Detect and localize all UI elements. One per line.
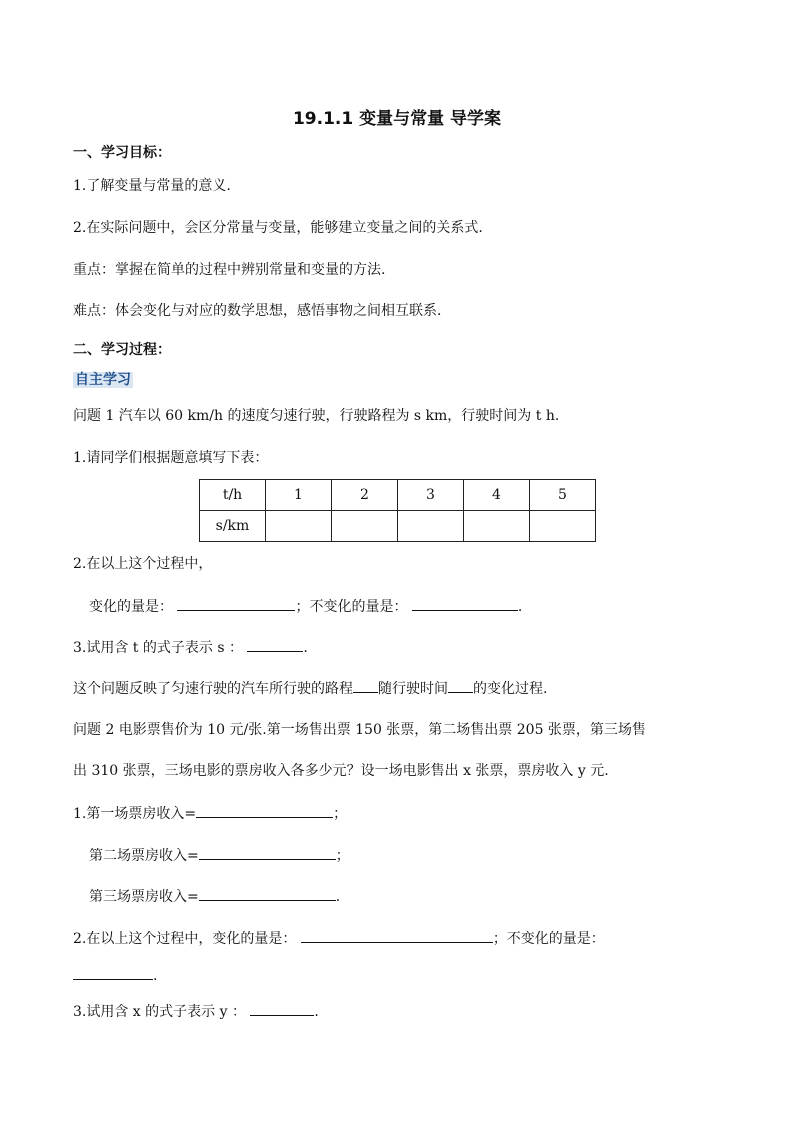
objective-item-1: 1.了解变量与常量的意义. xyxy=(73,178,231,194)
changing-label: 变化的量是： xyxy=(89,599,173,615)
answer-blank[interactable] xyxy=(196,803,333,818)
table-cell-blank[interactable] xyxy=(398,511,464,542)
table-cell-blank[interactable] xyxy=(266,511,332,542)
table-cell: 4 xyxy=(464,480,530,511)
self-study-highlight: 自主学习 xyxy=(75,372,131,388)
table-cell-blank[interactable] xyxy=(464,511,530,542)
objective-item-2: 2.在实际问题中，会区分常量与变量，能够建立变量之间的关系式. xyxy=(73,220,483,236)
reflection-text: 的变化过程. xyxy=(473,681,548,697)
answer-blank[interactable] xyxy=(250,1001,314,1016)
problem-1-question-2: 2.在以上这个过程中， xyxy=(73,556,213,572)
table-cell-blank[interactable] xyxy=(332,511,398,542)
problem-1-stem: 问题 1 汽车以 60 km/h 的速度匀速行驶，行驶路程为 s km，行驶时间为 t h. xyxy=(73,408,560,424)
table-cell: 3 xyxy=(398,480,464,511)
question-text: 3.试用含 t 的式子表示 s ： xyxy=(73,640,243,656)
section-heading-process: 二、学习过程： xyxy=(73,342,171,358)
table-cell-blank[interactable] xyxy=(530,511,596,542)
problem-1-question-3 xyxy=(73,637,308,658)
answer-blank[interactable] xyxy=(301,928,493,943)
fill-in-table xyxy=(199,479,596,542)
question-text: 3.试用含 x 的式子表示 y ： xyxy=(73,1004,246,1020)
answer-blank[interactable] xyxy=(353,678,378,693)
problem-2-question-2-continued xyxy=(73,965,157,986)
problem-2-first-revenue xyxy=(73,803,347,824)
semicolon-text: ； xyxy=(333,806,348,822)
difficulty-point: 难点：体会变化与对应的数学思想，感悟事物之间相互联系. xyxy=(73,303,442,319)
table-cell: 2 xyxy=(332,480,398,511)
table-row xyxy=(200,480,596,511)
period-text: . xyxy=(314,1004,319,1020)
question-text: 第三场票房收入= xyxy=(89,889,199,905)
answer-blank[interactable] xyxy=(247,637,303,652)
table-cell: t/h xyxy=(200,480,266,511)
table-cell: 5 xyxy=(530,480,596,511)
answer-blank[interactable] xyxy=(199,845,336,860)
self-study-label xyxy=(73,370,133,390)
problem-2-second-revenue xyxy=(89,845,350,866)
problem-2-stem-line-2: 出 310 张票，三场电影的票房收入各多少元？设一场电影售出 x 张票，票房收入 y 元. xyxy=(73,763,609,779)
problem-2-stem-line-1: 问题 2 电影票售价为 10 元/张.第一场售出票 150 张票，第二场售出票 205 张票，第三场售 xyxy=(73,722,646,738)
reflection-text: 随行驶时间 xyxy=(378,681,448,697)
table-row xyxy=(200,511,596,542)
question-text: 2.在以上这个过程中，变化的量是： xyxy=(73,931,297,947)
answer-blank[interactable] xyxy=(448,678,473,693)
table-cell: s/km xyxy=(200,511,266,542)
page-title: 19.1.1 变量与常量 导学案 xyxy=(292,109,502,129)
question-text: 第二场票房收入= xyxy=(89,848,199,864)
period-text: . xyxy=(335,889,341,905)
answer-blank[interactable] xyxy=(199,886,336,901)
period-text: . xyxy=(303,640,308,656)
separator-text: ；不变化的量是： xyxy=(492,931,605,947)
problem-2-question-2 xyxy=(73,928,605,949)
key-point: 重点：掌握在简单的过程中辨别常量和变量的方法. xyxy=(73,262,386,278)
period-text: . xyxy=(517,599,523,615)
answer-blank[interactable] xyxy=(412,596,518,611)
period-text: . xyxy=(153,968,158,984)
reflection-text: 这个问题反映了匀速行驶的汽车所行驶的路程 xyxy=(73,681,353,697)
answer-blank[interactable] xyxy=(177,596,295,611)
question-text: 1.第一场票房收入= xyxy=(73,806,197,822)
semicolon-text: ； xyxy=(335,848,350,864)
problem-1-question-1: 1.请同学们根据题意填写下表： xyxy=(73,450,269,466)
section-heading-objectives: 一、学习目标： xyxy=(73,145,171,161)
problem-2-third-revenue xyxy=(89,886,340,907)
table-cell: 1 xyxy=(266,480,332,511)
problem-1-reflection xyxy=(73,678,547,699)
problem-2-question-3 xyxy=(73,1001,319,1022)
separator-text: ；不变化的量是： xyxy=(295,599,408,615)
answer-blank[interactable] xyxy=(73,965,153,980)
problem-1-question-2-answer-line xyxy=(89,596,522,617)
